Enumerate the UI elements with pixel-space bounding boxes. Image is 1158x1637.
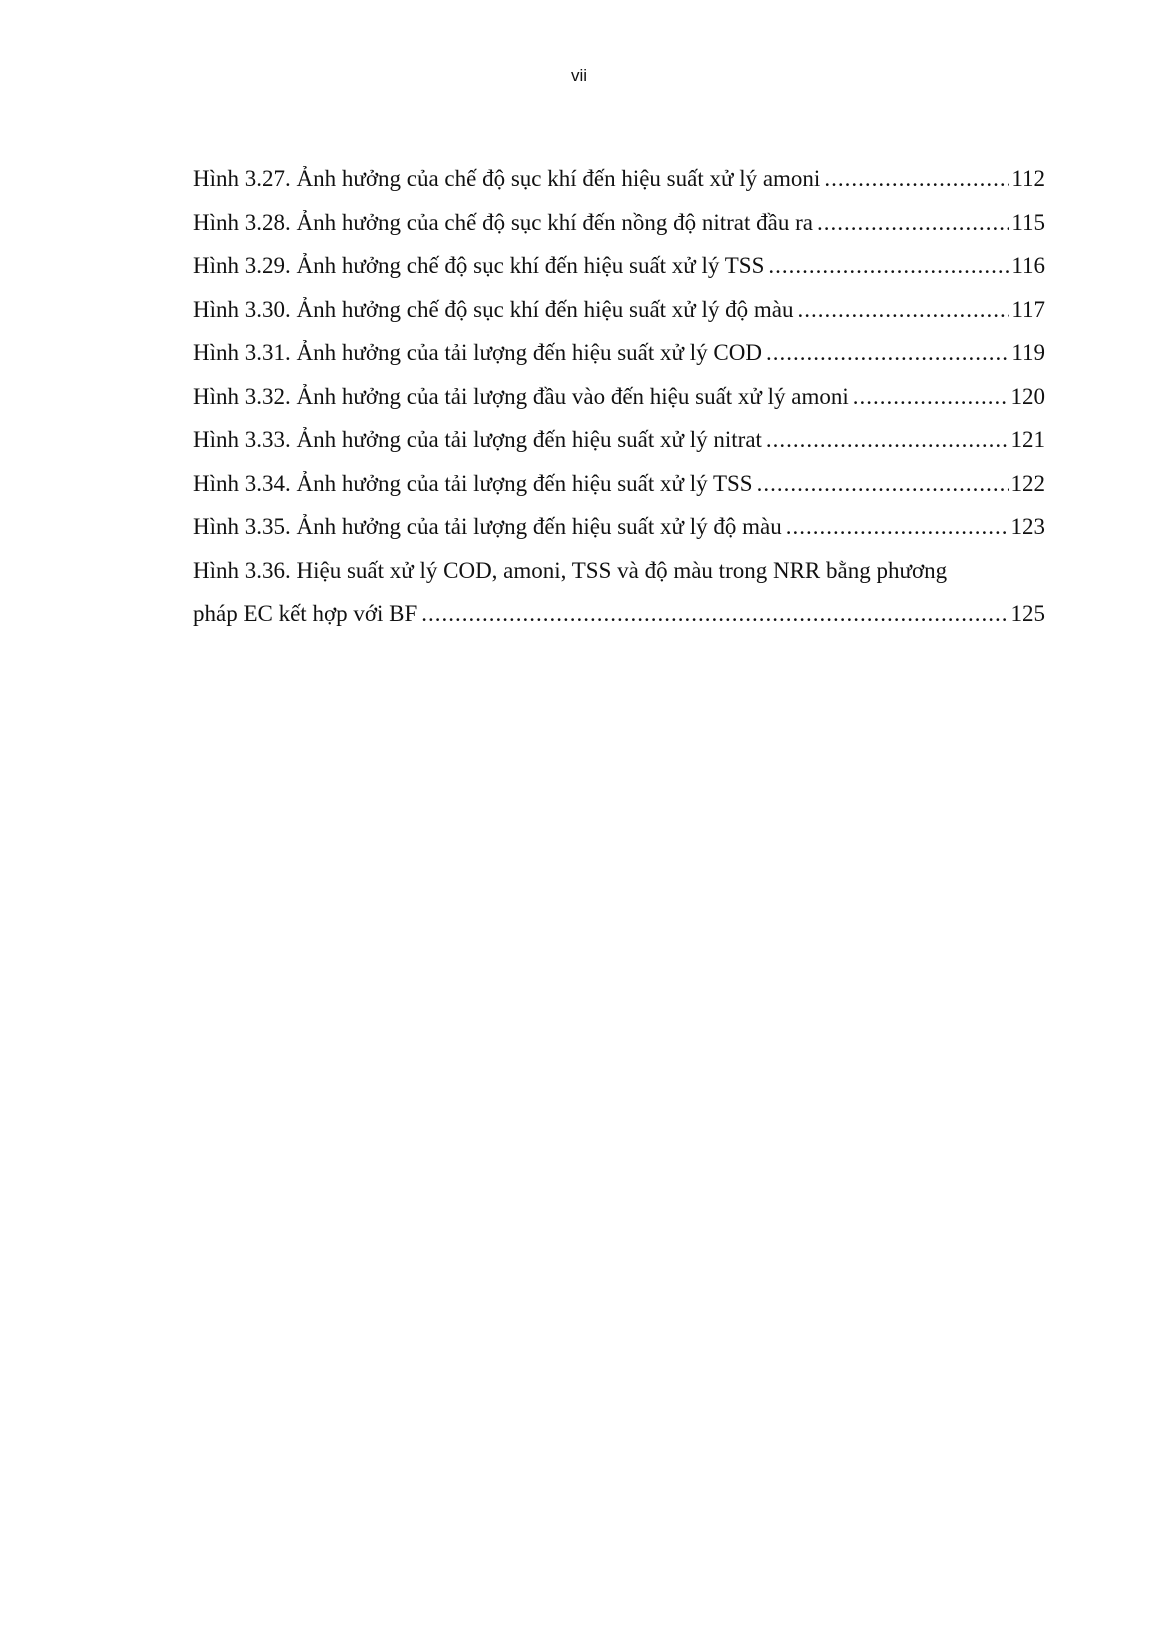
toc-entry-page: 125: [1010, 601, 1045, 626]
toc-entry-label: Hình 3.34. Ảnh hưởng của tải lượng đến hiệu suất xử lý TSS: [193, 470, 753, 496]
toc-entry-line2: [193, 592, 1045, 636]
toc-entry-label: Hình 3.33. Ảnh hưởng của tải lượng đến hiệu suất xử lý nitrat: [193, 427, 762, 452]
toc-entry-label: Hình 3.35. Ảnh hưởng của tải lượng đến hiệu suất xử lý độ màu: [193, 514, 782, 539]
toc-entry-multiline[interactable]: [193, 549, 1045, 636]
toc-entry[interactable]: [193, 157, 1045, 201]
toc-entry-page: 115: [1011, 209, 1045, 235]
toc-entry[interactable]: [193, 331, 1045, 375]
toc-entry-label-line2: pháp EC kết hợp với BF: [193, 601, 418, 626]
dot-leader: [817, 201, 1009, 245]
page-number: vii: [570, 66, 588, 85]
toc-entry[interactable]: [193, 462, 1045, 506]
dot-leader: [421, 592, 1008, 636]
toc-entry-page: 121: [1010, 427, 1045, 452]
toc-entry-page: 120: [1010, 383, 1045, 409]
toc-entry-label: Hình 3.30. Ảnh hưởng chế độ sục khí đến hiệu suất xử lý độ màu: [193, 296, 794, 322]
toc-entry-label: Hình 3.29. Ảnh hưởng chế độ sục khí đến hiệu suất xử lý TSS: [193, 253, 765, 278]
toc-entry[interactable]: [193, 244, 1045, 288]
list-of-figures: [193, 157, 1045, 636]
dot-leader: [757, 462, 1009, 506]
dot-leader: [768, 244, 1009, 288]
toc-entry-label: Hình 3.28. Ảnh hưởng của chế độ sục khí đến nồng độ nitrat đầu ra: [193, 209, 813, 235]
toc-entry[interactable]: [193, 505, 1045, 549]
toc-entry-page: 117: [1011, 296, 1045, 322]
toc-entry[interactable]: [193, 201, 1045, 245]
toc-entry-page: 122: [1010, 470, 1045, 496]
toc-entry[interactable]: [193, 288, 1045, 332]
toc-entry-label: Hình 3.31. Ảnh hưởng của tải lượng đến hiệu suất xử lý COD: [193, 340, 762, 365]
toc-entry-page: 116: [1011, 253, 1045, 278]
toc-entry[interactable]: [193, 418, 1045, 462]
dot-leader: [824, 157, 1009, 201]
toc-entry-label: Hình 3.32. Ảnh hưởng của tải lượng đầu vào đến hiệu suất xử lý amoni: [193, 383, 849, 409]
dot-leader: [766, 331, 1009, 375]
toc-entry-label-line1: Hình 3.36. Hiệu suất xử lý COD, amoni, TSS và độ màu trong NRR bằng phương: [193, 557, 948, 583]
toc-entry-page: 119: [1011, 340, 1045, 365]
toc-entry-label: Hình 3.27. Ảnh hưởng của chế độ sục khí đến hiệu suất xử lý amoni: [193, 166, 821, 191]
toc-entry[interactable]: [193, 375, 1045, 419]
toc-entry-page: 112: [1011, 166, 1045, 191]
dot-leader: [853, 375, 1009, 419]
dot-leader: [766, 418, 1009, 462]
dot-leader: [798, 288, 1010, 332]
toc-entry-page: 123: [1010, 514, 1045, 539]
dot-leader: [786, 505, 1009, 549]
